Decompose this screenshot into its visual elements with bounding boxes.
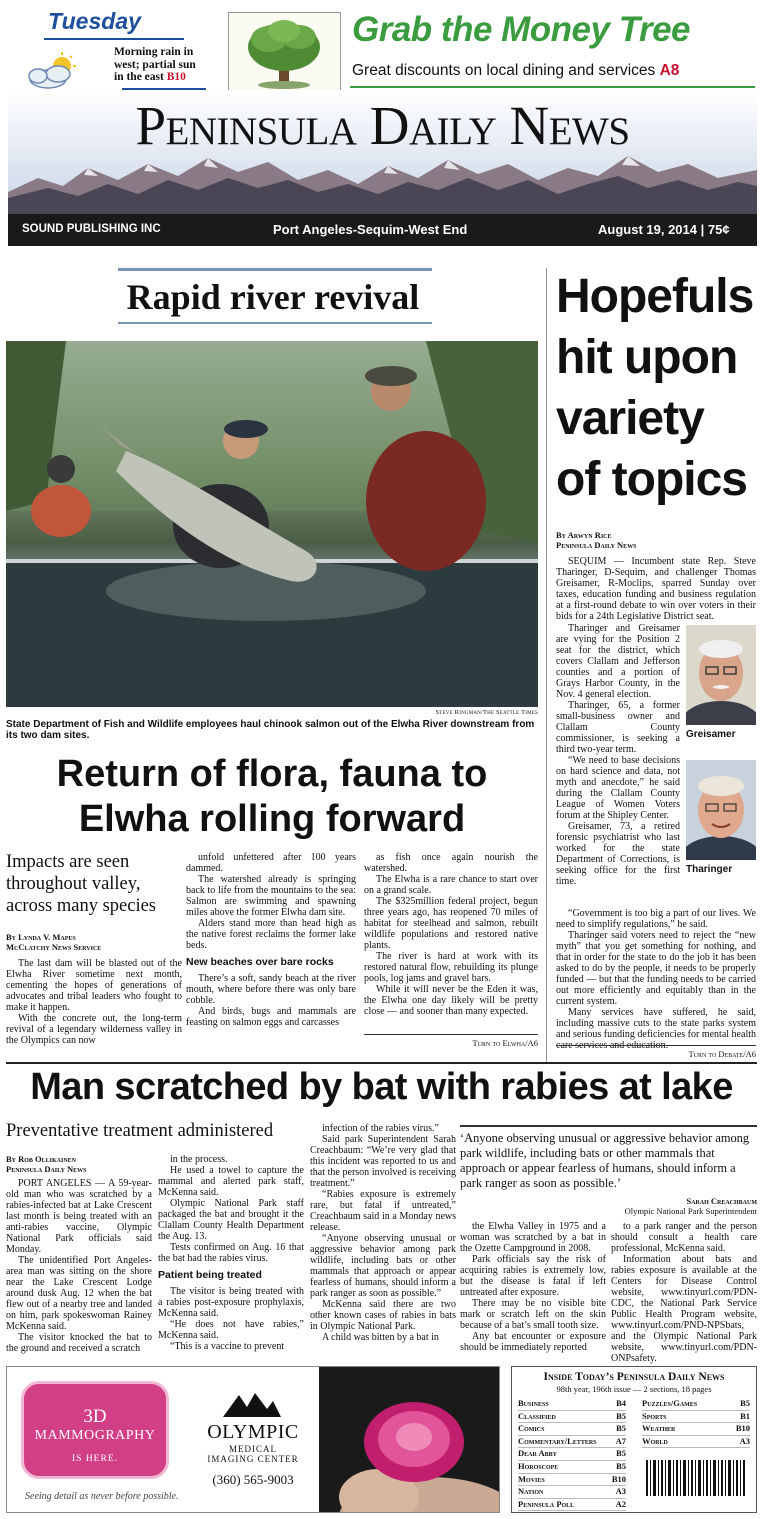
promo-headline[interactable]: Grab the Money Tree bbox=[352, 10, 691, 49]
lead-col-2 bbox=[186, 852, 356, 1028]
politics-lead bbox=[556, 556, 756, 622]
index-section-name: Commentary/Letters bbox=[518, 1435, 597, 1446]
bat-col1-p1: PORT ANGELES — A 59-year-old man who was scratched by a rabies-infected bat at Lake Crescent last month is being treated with an anti-rabies vaccine, Olympic National Park officials said Monday. bbox=[6, 1178, 152, 1255]
ad-brand-sub2: IMAGING CENTER bbox=[207, 1454, 299, 1464]
issue-price: 75¢ bbox=[707, 222, 730, 237]
kicker-rule bbox=[118, 268, 432, 271]
lead-jump[interactable] bbox=[364, 1034, 538, 1048]
index-section-name: Movies bbox=[518, 1473, 545, 1484]
index-right-col bbox=[642, 1398, 750, 1511]
index-section-name: World bbox=[642, 1435, 668, 1446]
index-columns bbox=[518, 1398, 750, 1511]
salmon-photo-scene bbox=[6, 341, 538, 707]
greisamer-portrait bbox=[686, 625, 756, 725]
ad-brand: OLYMPIC bbox=[207, 1421, 299, 1443]
index-edition: 98th year, 196th issue — 2 sections, 18 pages bbox=[556, 1384, 712, 1394]
date-price-sep: | bbox=[700, 222, 708, 237]
index-page-ref: A3 bbox=[615, 1486, 626, 1497]
salmon-photo[interactable] bbox=[6, 341, 538, 707]
greisamer-photo[interactable] bbox=[686, 625, 756, 725]
politics-narrow-p3: “We need to base decisions on hard science and data, not myth and anecdote,” he said during the Clallam County League of Women Voters forum at the Shipley Center. bbox=[556, 755, 680, 821]
index-section-name: Sports bbox=[642, 1410, 667, 1421]
politics-narrow-p4: Greisamer, 73, a retired forensic psychiatrist who last worked for the state Department of Corrections, is seeking office for the first time. bbox=[556, 821, 680, 887]
weather-day-rule bbox=[44, 38, 184, 40]
politics-headline[interactable]: Hopefuls hit upon variety of topics bbox=[556, 270, 754, 506]
weather-forecast bbox=[114, 46, 206, 84]
bat-col2-p2: He used a towel to capture the mammal and alerted park staff, McKenna said. bbox=[158, 1165, 304, 1198]
lead-col2-p3: Alders stand more than head high as the native forest reclaims the former lake beds. bbox=[186, 918, 356, 951]
index-section-name: Puzzles/Games bbox=[642, 1398, 698, 1408]
promo-rule bbox=[350, 86, 755, 88]
bat-byline-name: By Rob Ollikainen bbox=[6, 1154, 77, 1164]
index-item-dear-abby[interactable] bbox=[518, 1448, 626, 1461]
politics-lead-p: SEQUIM — Incumbent state Rep. Steve Tharinger, D-Sequim, and challenger Thomas Greisamer, R-Moclips, sparred Sunday over taxes, education funding and business regulation at a first-round debate to win over voters in their bids for a 24th Legislative District seat. bbox=[556, 556, 756, 622]
bat-col5-p2: Information about bats and rabies exposure is available at the Centers for Disease Control website, www.tinyurl.com/PDN-CDC, the National Park Service Public Health Program website, www.tinyurl.com/PND-NPSbats, and the Olympic National Park website, www.tinyurl.com/PDN-ONPsafety. bbox=[611, 1254, 757, 1364]
index-page-ref: B5 bbox=[616, 1460, 626, 1471]
tharinger-caption: Tharinger bbox=[686, 864, 733, 875]
masthead-date bbox=[598, 222, 730, 237]
bat-col4-p3: There may be no visible bite mark or scratch left on the skin because of a bat’s small tooth size. bbox=[460, 1298, 606, 1331]
masthead-strip bbox=[8, 214, 757, 246]
index-page-ref: B5 bbox=[740, 1398, 750, 1408]
index-left-col bbox=[518, 1398, 626, 1511]
partly-cloudy-icon bbox=[22, 52, 84, 92]
photo-caption: State Department of Fish and Wildlife employees haul chinook salmon out of the Elwha River downstream from its two dam sites. bbox=[6, 719, 535, 741]
index-section-name: Dear Abby bbox=[518, 1448, 557, 1459]
money-tree-icon bbox=[229, 13, 340, 95]
bat-col-4 bbox=[460, 1221, 606, 1353]
bat-col2-p1: in the process. bbox=[170, 1154, 228, 1165]
lead-col2-p1: unfold unfettered after 100 years dammed. bbox=[186, 852, 356, 874]
lead-col-1 bbox=[6, 958, 182, 1046]
index-page-ref: B5 bbox=[616, 1410, 626, 1421]
tharinger-portrait bbox=[686, 760, 756, 860]
index-page-ref: B4 bbox=[616, 1398, 626, 1408]
photo-credit: Steve Ringman/The Seattle Times bbox=[435, 709, 538, 716]
bat-col3-p4: “Anyone observing unusual or aggressive behavior among park wildlife, including bats or other mammals that approach or appear fearless of humans, should inform a park ranger as soon as possible.” bbox=[310, 1233, 456, 1299]
issue-date: August 19, 2014 bbox=[598, 222, 697, 237]
index-item-weather[interactable] bbox=[642, 1423, 750, 1436]
lead-col-3 bbox=[364, 852, 538, 1017]
section-rule bbox=[6, 1062, 757, 1064]
index-item-comics[interactable] bbox=[518, 1423, 626, 1436]
pullquote-name: Sarah Creachbaum bbox=[686, 1196, 757, 1206]
politics-byline-org: Peninsula Daily News bbox=[556, 540, 637, 550]
index-item-movies[interactable] bbox=[518, 1474, 626, 1487]
index-title: Inside Today’s Peninsula Daily News bbox=[543, 1371, 725, 1383]
mammography-ad[interactable] bbox=[6, 1366, 500, 1513]
inside-index bbox=[511, 1366, 757, 1513]
politics-jump-text: Turn to Debate/A6 bbox=[688, 1049, 756, 1059]
bat-col5-p1: to a park ranger and the person should consult a health care professional, McKenna said. bbox=[611, 1221, 757, 1254]
mountain-logo-icon bbox=[223, 1391, 281, 1417]
weather-page-ref[interactable]: B10 bbox=[166, 71, 186, 83]
politics-wide-p3: Many services have suffered, he said, including massive cuts to the state parks system and serious funding deficiencies for mental health care services and education. bbox=[556, 1007, 756, 1051]
politics-byline bbox=[556, 530, 756, 550]
bat-col1-p2: The unidentified Port Angeles-area man was sitting on the shore near the Lake Crescent Lodge around dusk Aug. 12 when the bat flew out of a nearby tree and landed on him, park spokeswoman Rainey McKenna said. bbox=[6, 1255, 152, 1332]
ad-badge-bottom: IS HERE. bbox=[72, 1454, 118, 1464]
index-item-horoscope[interactable] bbox=[518, 1461, 626, 1474]
ad-brand-sub1: MEDICAL bbox=[229, 1444, 277, 1454]
index-page-ref: B10 bbox=[611, 1473, 626, 1484]
bat-col3-p1: infection of the rabies virus.” bbox=[322, 1123, 439, 1134]
bat-deck: Preventative treatment administered bbox=[6, 1121, 274, 1141]
index-item-commentary[interactable] bbox=[518, 1436, 626, 1449]
bat-col3-p6: A child was bitten by a bat in bbox=[322, 1332, 439, 1343]
lead-col3-p5: While it will never be the Eden it was, the Elwha one day likely will be pretty close — and sooner than many expected. bbox=[364, 984, 538, 1017]
politics-narrow-p2: Tharinger, 65, a former small-business owner and Clallam County commissioner, is seeking a third two-year term. bbox=[556, 700, 680, 755]
lead-col2-p5: And birds, bugs and mammals are feasting on salmon eggs and carcasses bbox=[186, 1006, 356, 1028]
lead-byline-name: By Lynda V. Mapes bbox=[6, 932, 76, 942]
promo-subline-text: Great discounts on local dining and services bbox=[352, 62, 656, 79]
weather-box bbox=[8, 8, 204, 90]
masthead-region: Port Angeles-Sequim-West End bbox=[273, 222, 468, 237]
index-section-name: Comics bbox=[518, 1423, 545, 1434]
mountain-panorama bbox=[8, 150, 757, 214]
bat-col4-p4: Any bat encounter or exposure should be immediately reported bbox=[460, 1331, 606, 1353]
index-item-nation[interactable] bbox=[518, 1486, 626, 1499]
index-item-classified[interactable] bbox=[518, 1411, 626, 1424]
bat-byline bbox=[6, 1154, 152, 1174]
bat-col-3 bbox=[310, 1123, 456, 1343]
lead-headline[interactable]: Return of flora, fauna to Elwha rolling forward bbox=[56, 753, 488, 840]
bat-col3-p5: McKenna said there are two other known cases of rabies in bats in Olympic National Park. bbox=[310, 1299, 456, 1332]
politics-jump[interactable] bbox=[556, 1045, 756, 1059]
weather-day: Tuesday bbox=[48, 8, 141, 34]
weather-forecast-text: Morning rain in west; partial sun in the east bbox=[114, 46, 196, 83]
index-section-name: Horoscope bbox=[518, 1460, 559, 1471]
bat-col2-p6: “He does not have rabies,” McKenna said. bbox=[158, 1319, 304, 1341]
pullquote bbox=[460, 1125, 757, 1216]
bat-col2-p7: “This is a vaccine to prevent bbox=[170, 1341, 285, 1352]
lead-col3-p1: as fish once again nourish the watershed. bbox=[364, 852, 538, 874]
bat-col4-p1: the Elwha Valley in 1975 and a woman was scratched by a bat in the Ozette Campground in 2008. bbox=[460, 1221, 606, 1254]
index-page-ref: A7 bbox=[615, 1435, 626, 1446]
tharinger-photo[interactable] bbox=[686, 760, 756, 860]
ad-tagline: Seeing detail as never before possible. bbox=[25, 1491, 179, 1502]
lead-col3-p4: The river is hard at work with its restored natural flow, rebuilding its plunge pools, log jams and gravel bars. bbox=[364, 951, 538, 984]
lead-col2-p2: The watershed already is springing back to life from the mountains to the sea: Salmon are swimming and spawning miles above the former Elwha dam site. bbox=[186, 874, 356, 918]
index-item-business[interactable] bbox=[518, 1398, 626, 1411]
index-page-ref: B1 bbox=[740, 1410, 750, 1421]
index-section-name: Business bbox=[518, 1398, 549, 1408]
index-page-ref: B5 bbox=[616, 1448, 626, 1459]
bat-col2-p5: The visitor is being treated with a rabies post-exposure prophylaxis, McKenna said. bbox=[158, 1286, 304, 1319]
lead-col1-p1: The last dam will be blasted out of the Elwha River sometime next month, cementing the hopes of generations of advocates and tribal leaders who fought to make it happen. bbox=[6, 958, 182, 1013]
politics-wide-p1: “Government is too big a part of our lives. We need to simplify regulations,” he said. bbox=[556, 908, 756, 930]
bat-col2-p3: Olympic National Park staff packaged the bat and brought it the Clallam County Health Department the Aug. 13. bbox=[158, 1198, 304, 1242]
index-section-name: Classified bbox=[518, 1410, 556, 1421]
politics-byline-name: By Arwyn Rice bbox=[556, 530, 612, 540]
lead-subhead: New beaches over bare rocks bbox=[186, 956, 334, 968]
bat-headline[interactable]: Man scratched by bat with rabies at lake bbox=[30, 1066, 733, 1108]
bat-col3-p2: Said park Superintendent Sarah Creachbaum: “We’re very glad that this incident was reported to us and that the person involved is receiving treatment.” bbox=[310, 1134, 456, 1189]
lead-col2-p4: There’s a soft, sandy beach at the river mouth, where before there was only bare cobble. bbox=[186, 973, 356, 1006]
bat-col-2 bbox=[158, 1154, 304, 1352]
index-section-name: Peninsula Poll bbox=[518, 1498, 575, 1509]
bat-col3-p3: “Rabies exposure is extremely rare, but fatal if untreated,” Creachbaum said in a Monday news release. bbox=[310, 1189, 456, 1233]
index-page-ref: B10 bbox=[735, 1423, 750, 1434]
bat-col1-p3: The visitor knocked the bat to the ground and received a scratch bbox=[6, 1332, 152, 1354]
kicker-headline[interactable]: Rapid river revival bbox=[126, 277, 420, 317]
column-divider bbox=[546, 268, 547, 1064]
index-section-name: Nation bbox=[518, 1486, 544, 1497]
lead-col3-p2: The Elwha is a rare chance to start over on a grand scale. bbox=[364, 874, 538, 896]
ad-badge-top: 3D bbox=[83, 1406, 107, 1427]
masthead bbox=[8, 90, 757, 246]
lead-byline bbox=[6, 932, 182, 952]
money-tree-image bbox=[228, 12, 341, 96]
politics-wide-p2: Tharinger said voters need to reject the “new myth” that you get something for nothing, and that in order for the state to do the job it has been asked to do by the people, it needs to be properly funded — but that the funding needs to be carried out more efficiently and equitably than in the current system. bbox=[556, 930, 756, 1007]
ad-badge-main: MAMMOGRAPHY bbox=[34, 1428, 156, 1443]
promo-page-ref: A8 bbox=[659, 62, 680, 79]
bat-col4-p2: Park officials say the risk of acquiring rabies is extremely low, but the disease is fatal if left untreated after exposure. bbox=[460, 1254, 606, 1298]
lead-byline-org: McClatchy News Service bbox=[6, 942, 102, 952]
ad-badge bbox=[21, 1381, 169, 1479]
index-page-ref: A3 bbox=[739, 1435, 750, 1446]
bat-col-5 bbox=[611, 1221, 757, 1364]
barcode-icon bbox=[642, 1456, 750, 1506]
bat-col2-p4: Tests confirmed on Aug. 16 that the bat had the rabies virus. bbox=[158, 1242, 304, 1264]
bat-byline-org: Peninsula Daily News bbox=[6, 1164, 87, 1174]
pullquote-text: ‘Anyone observing unusual or aggressive behavior among park wildlife, including bats or other mammals that approach or appear fearless of humans, should inform a park ranger as soon as possible.’ bbox=[460, 1131, 750, 1190]
politics-narrow-col bbox=[556, 623, 680, 887]
publisher-name: SOUND PUBLISHING INC bbox=[22, 223, 161, 235]
promo-subline[interactable] bbox=[352, 62, 679, 80]
greisamer-caption: Greisamer bbox=[686, 729, 736, 740]
lead-deck: Impacts are seen throughout valley, across many species bbox=[6, 852, 157, 916]
politics-narrow-p1: Tharinger and Greisamer are vying for the Position 2 seat for the district, which covers Clallam and Jefferson counties and a portion of Grays Harbor County, in the Nov. 4 general election. bbox=[556, 623, 680, 700]
index-item-puzzles[interactable] bbox=[642, 1398, 750, 1411]
ad-phone: (360) 565-9003 bbox=[212, 1472, 294, 1487]
lead-jump-text: Turn to Elwha/A6 bbox=[472, 1038, 538, 1048]
pullquote-title: Olympic National Park Superintendent bbox=[624, 1206, 757, 1216]
index-item-world[interactable] bbox=[642, 1436, 750, 1449]
flower-hands-image bbox=[319, 1367, 499, 1512]
index-page-ref: B5 bbox=[616, 1423, 626, 1434]
bat-subhead: Patient being treated bbox=[158, 1269, 262, 1281]
masthead-title[interactable]: Peninsula Daily News bbox=[135, 95, 630, 156]
lead-col1-p2: With the concrete out, the long-term revival of a legendary wilderness valley in the Olympics can now bbox=[6, 1013, 182, 1046]
kicker-rule-bottom bbox=[118, 322, 432, 324]
index-section-name: Weather bbox=[642, 1423, 676, 1434]
index-item-sports[interactable] bbox=[642, 1411, 750, 1424]
index-item-peninsula-poll[interactable] bbox=[518, 1499, 626, 1512]
lead-col3-p3: The $325million federal project, begun three years ago, has reopened 70 miles of habitat for steelhead and salmon, rebuilt wildlife populations and restored native plants. bbox=[364, 896, 538, 951]
index-page-ref: A2 bbox=[615, 1498, 626, 1509]
bat-col-1 bbox=[6, 1178, 152, 1354]
politics-wide-col bbox=[556, 908, 756, 1051]
